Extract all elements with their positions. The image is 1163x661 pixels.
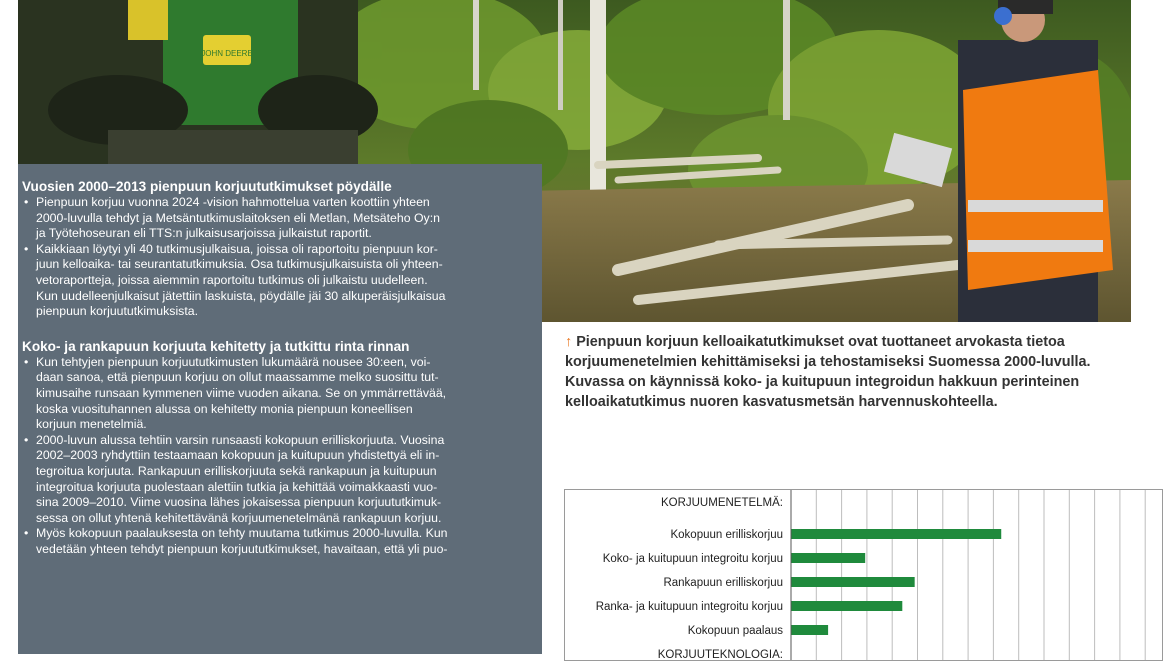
section2-bullet-3 xyxy=(22,526,534,557)
text-line: • Kun tehtyjen pienpuun korjuututkimusten lukumäärä nousee 30:een, voi- xyxy=(36,354,431,369)
bar xyxy=(791,529,1001,539)
text-line: ja Työtehoseuran eli TTS:n julkaisusarjoissa julkaistut raportit. xyxy=(36,226,372,241)
category-label: Kokopuun erilliskorjuu xyxy=(670,529,783,541)
text-line: • Myös kokopuun paalauksesta on tehty muutama tutkimus 2000-luvulla. Kun xyxy=(36,526,448,541)
up-arrow-icon: ↑ xyxy=(565,334,573,350)
forest-machine xyxy=(18,0,378,165)
section2-heading: Koko- ja rankapuun korjuuta kehitetty ja tutkittu rinta rinnan xyxy=(22,338,410,354)
text-line: • 2000-luvun alussa tehtiin varsin runsaasti kokopuun erilliskorjuuta. Vuosina xyxy=(36,432,445,447)
bar xyxy=(791,577,915,587)
text-line: pienpuun korjuututkimuksista. xyxy=(36,304,198,319)
text-line: integroitua korjuuta puolestaan alettiin tutkia ja kehittää voimakkaasti vuo- xyxy=(36,479,438,494)
section1-heading: Vuosien 2000–2013 pienpuun korjuututkimukset pöydälle xyxy=(22,179,392,194)
caption-text: Pienpuun korjuun kelloaikatutkimukset ovat tuottaneet arvokasta tietoa korjuumenetelmien kehittämiseksi ja tehostamiseksi Suomessa 2000-luvulla. Kuvassa on käynnissä koko- ja kuitupuun integroidun hakkuun perinteinen kelloaikatutkimus nuoren kasvatusmetsän harvennuskohteella. xyxy=(565,334,1091,410)
photo-caption xyxy=(565,332,1135,412)
text-line: 2000-luvulla tehdyt ja Metsäntutkimuslaitoksen eli Metlan, Metsäteho Oy:n xyxy=(36,210,440,225)
section-gap xyxy=(22,320,534,338)
chart xyxy=(564,489,1163,661)
chart-group-label: KORJUUTEKNOLOGIA: xyxy=(657,649,783,660)
text-line: vetoraportteja, joissa aiemmin raportoitu tutkimus oli julkaistu uudelleen. xyxy=(36,272,428,287)
text-line: sessa on ollut yhtenä kehitettävänä korjuumenetelmänä rankapuun korjuu. xyxy=(36,510,442,525)
text-line: koska vuosituhannen alussa on kehitetty monia pienpuun koneellisen xyxy=(36,401,413,416)
text-line: • Pienpuun korjuu vuonna 2024 -vision hahmottelua varten koottiin yhteen xyxy=(36,195,430,209)
section2-list xyxy=(22,355,534,558)
chart-group-label: KORJUUMENETELMÄ: xyxy=(660,497,783,509)
category-label: Rankapuun erilliskorjuu xyxy=(663,577,783,589)
info-panel xyxy=(18,164,542,654)
section1-bullet-2 xyxy=(22,242,534,320)
category-label: Kokopuun paalaus xyxy=(687,625,783,637)
text-line: 2002–2003 ryhdyttiin testaamaan kokopuun ja kuitupuun yhdistettyä eli in- xyxy=(36,448,440,463)
text-line: Kun uudelleenjulkaisut jätettiin laskuista, pöydälle jäi 30 alkuperäisjulkaisua xyxy=(36,288,446,303)
text-line: sina 2009–2010. Viime vuosina lähes jokaisessa pienpuun korjuututkimuk- xyxy=(36,495,442,510)
machine-logo: JOHN DEERE xyxy=(201,49,253,58)
bar xyxy=(791,553,865,563)
text-line: daan sanoa, että pienpuun korjuu on ollut maassamme melko suosittu tut- xyxy=(36,370,439,385)
chart-svg xyxy=(565,490,1162,660)
text-line: vedetään yhteen tehdyt pienpuun korjuututkimukset, havaitaan, että yli puo- xyxy=(36,541,448,556)
text-line: • Kaikkiaan löytyi yli 40 tutkimusjulkaisua, joissa oli raportoitu pienpuun kor- xyxy=(36,241,438,256)
section2-bullet-1 xyxy=(22,355,534,433)
right-margin xyxy=(1131,0,1163,489)
text-line: tegroitua korjuuta. Rankapuun erilliskorjuuta sekä rankapuun ja kuitupuun xyxy=(36,463,437,478)
text-line: kimusaihe runsaan kymmenen viime vuoden aikana. Se on ymmärrettävää, xyxy=(36,385,447,400)
text-line: juun kelloaika- tai seurantatutkimuksia. Osa tutkimusjulkaisuista oli yhteen- xyxy=(36,257,443,272)
left-margin xyxy=(0,0,18,654)
bar xyxy=(791,601,902,611)
section2-bullet-2 xyxy=(22,433,534,527)
section1-list xyxy=(22,195,534,320)
section1-bullet-1 xyxy=(22,195,534,242)
category-label: Koko- ja kuitupuun integroitu korjuu xyxy=(602,553,783,565)
category-label: Ranka- ja kuitupuun integroitu korjuu xyxy=(595,601,783,613)
bar xyxy=(791,625,828,635)
info-panel-content xyxy=(18,164,542,557)
text-line: korjuun menetelmiä. xyxy=(36,417,147,432)
